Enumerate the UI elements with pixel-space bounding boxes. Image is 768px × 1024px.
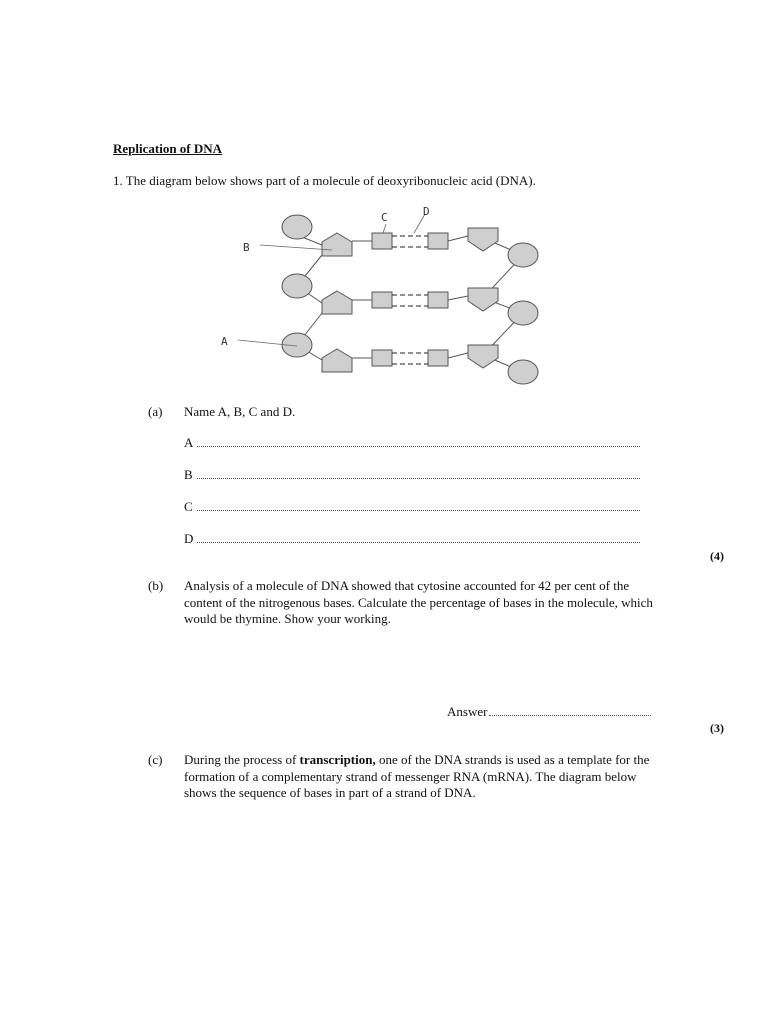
sugar-right-1 <box>468 228 498 251</box>
pointer-b <box>260 245 332 250</box>
pointer-c <box>383 224 386 233</box>
question-intro: 1. The diagram below shows part of a molecule of deoxyribonucleic acid (DNA). <box>113 173 536 188</box>
answer-line-b[interactable] <box>184 467 640 483</box>
base-left-3 <box>372 350 392 366</box>
part-c-label: (c) <box>148 752 163 767</box>
part-b-line: would be thymine. Show your working. <box>184 611 391 626</box>
label-d: D <box>423 205 430 218</box>
part-c-line-2: formation of a complementary strand of messenger RNA (mRNA). The diagram below <box>184 768 637 784</box>
answer-line-a[interactable] <box>184 435 640 451</box>
part-b-marks: (3) <box>710 721 724 735</box>
part-b-line: content of the nitrogenous bases. Calculate the percentage of bases in the molecule, which <box>184 594 653 610</box>
base-right-3 <box>428 350 448 366</box>
answer-line-c[interactable] <box>184 499 640 515</box>
answer-field-b[interactable] <box>447 704 651 720</box>
dna-diagram <box>210 200 550 390</box>
sugar-left-3 <box>322 349 352 372</box>
answer-line-d[interactable] <box>184 531 640 547</box>
base-left-1 <box>372 233 392 249</box>
answer-label: Answer <box>447 704 488 719</box>
part-b-line: Analysis of a molecule of DNA showed that cytosine accounted for 42 per cent of the <box>184 578 630 593</box>
answer-line-letter: B <box>184 467 193 482</box>
answer-line-letter: A <box>184 435 194 450</box>
part-c-text <box>184 752 649 802</box>
label-c: C <box>381 211 388 224</box>
page-title: Replication of DNA <box>113 141 223 156</box>
phosphate-right-2 <box>508 301 538 325</box>
part-b-text <box>184 578 653 628</box>
base-left-2 <box>372 292 392 308</box>
sugar-left-2 <box>322 291 352 314</box>
base-right-2 <box>428 292 448 308</box>
label-a: A <box>221 335 228 348</box>
sugar-left-1 <box>322 233 352 256</box>
dotted-line <box>197 468 640 479</box>
phosphate-right-1 <box>508 243 538 267</box>
part-a-text: Name A, B, C and D. <box>184 404 296 419</box>
dotted-line <box>489 705 651 716</box>
phosphate-left-1 <box>282 215 312 239</box>
part-c-text-segment: one of the DNA strands is used as a template for the <box>375 752 650 767</box>
part-c-line-1 <box>184 752 649 769</box>
sugar-right-2 <box>468 288 498 311</box>
part-c-line-3: shows the sequence of bases in part of a strand of DNA. <box>184 785 476 800</box>
phosphate-left-2 <box>282 274 312 298</box>
label-b: B <box>243 241 250 254</box>
part-a-label: (a) <box>148 404 163 419</box>
dotted-line <box>197 532 640 543</box>
answer-line-letter: D <box>184 531 194 546</box>
part-c-text-segment: During the process of <box>184 752 300 767</box>
part-c-bold-term: transcription, <box>299 752 376 767</box>
sugar-right-3 <box>468 345 498 368</box>
sugar-base-link <box>448 353 468 358</box>
dotted-line <box>197 436 640 447</box>
part-b-label: (b) <box>148 578 164 593</box>
hydrogen-bonds <box>392 236 428 364</box>
answer-line-letter: C <box>184 499 193 514</box>
base-right-1 <box>428 233 448 249</box>
dotted-line <box>197 500 640 511</box>
sugar-base-link <box>448 296 468 300</box>
phosphate-right-3 <box>508 360 538 384</box>
sugar-base-link <box>448 236 468 241</box>
part-a-marks: (4) <box>710 549 724 563</box>
